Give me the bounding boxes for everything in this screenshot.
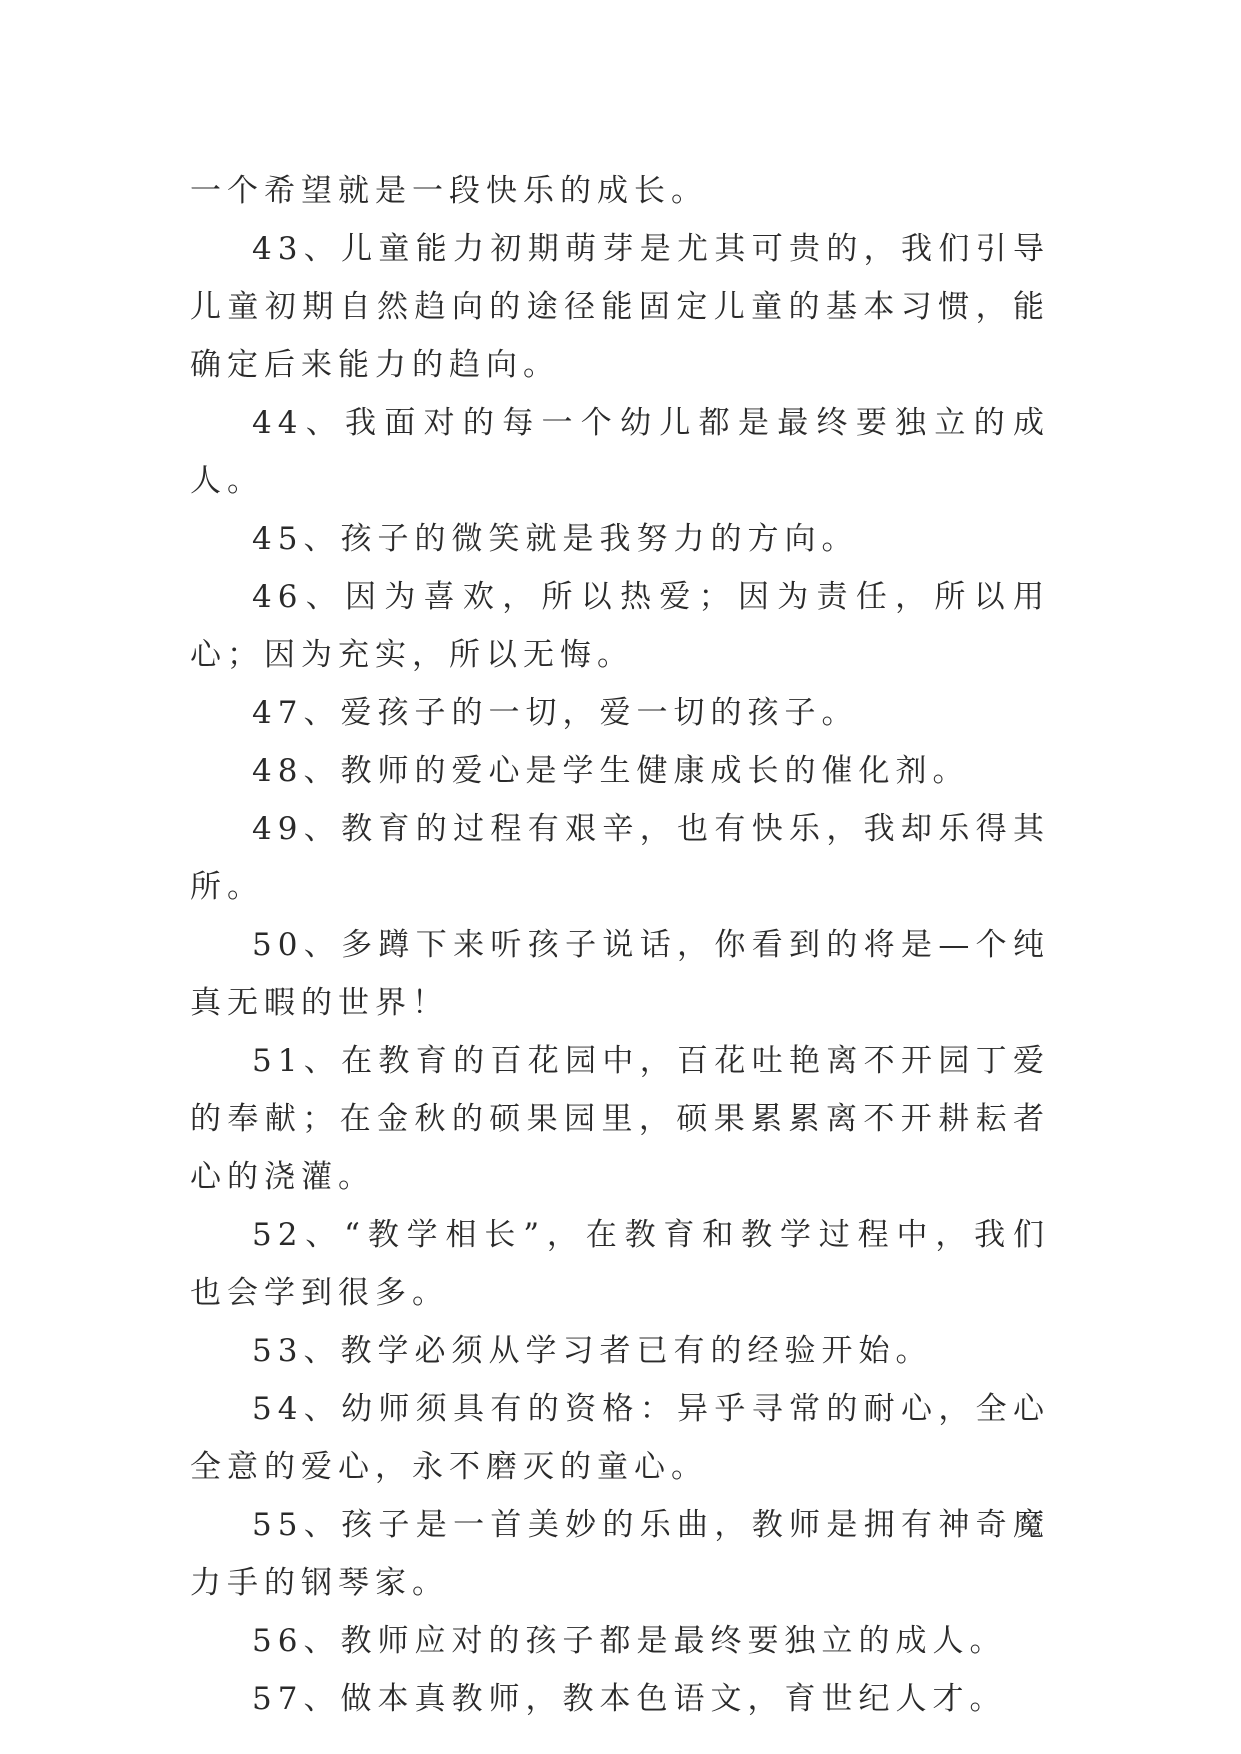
paragraph-54: 54、幼师须具有的资格：异乎寻常的耐心，全心全意的爱心，永不磨灭的童心。 [190,1391,1050,1485]
paragraph-48: 48、教师的爱心是学生健康成长的催化剂。 [252,753,970,789]
paragraph-47: 47、爱孩子的一切，爱一切的孩子。 [252,695,859,731]
paragraph-56: 56、教师应对的孩子都是最终要独立的成人。 [252,1623,1007,1659]
paragraph-45: 45、孩子的微笑就是我努力的方向。 [252,521,859,557]
paragraph-53: 53、教学必须从学习者已有的经验开始。 [252,1333,933,1369]
paragraph-43: 43、儿童能力初期萌芽是尤其可贵的，我们引导儿童初期自然趋向的途径能固定儿童的基本习惯，能确定后来能力的趋向。 [190,231,1050,383]
paragraph-50: 50、多蹲下来听孩子说话，你看到的将是—个纯真无暇的世界！ [190,927,1050,1021]
paragraph-46: 46、因为喜欢，所以热爱；因为责任，所以用心；因为充实，所以无悔。 [190,579,1050,673]
paragraph-continued: 一个希望就是一段快乐的成长。 [190,173,708,209]
paragraph-51: 51、在教育的百花园中，百花吐艳离不开园丁爱的奉献；在金秋的硕果园里，硕果累累离不开耕耘者心的浇灌。 [190,1043,1050,1195]
paragraph-44: 44、我面对的每一个幼儿都是最终要独立的成人。 [190,405,1050,499]
paragraph-49: 49、教育的过程有艰辛，也有快乐，我却乐得其所。 [190,811,1050,905]
paragraph-57: 57、做本真教师，教本色语文，育世纪人才。 [252,1681,1007,1717]
paragraph-52: 52、“教学相长”，在教育和教学过程中，我们也会学到很多。 [190,1217,1050,1311]
paragraph-55: 55、孩子是一首美妙的乐曲，教师是拥有神奇魔力手的钢琴家。 [190,1507,1050,1601]
document-body [190,162,1050,1728]
